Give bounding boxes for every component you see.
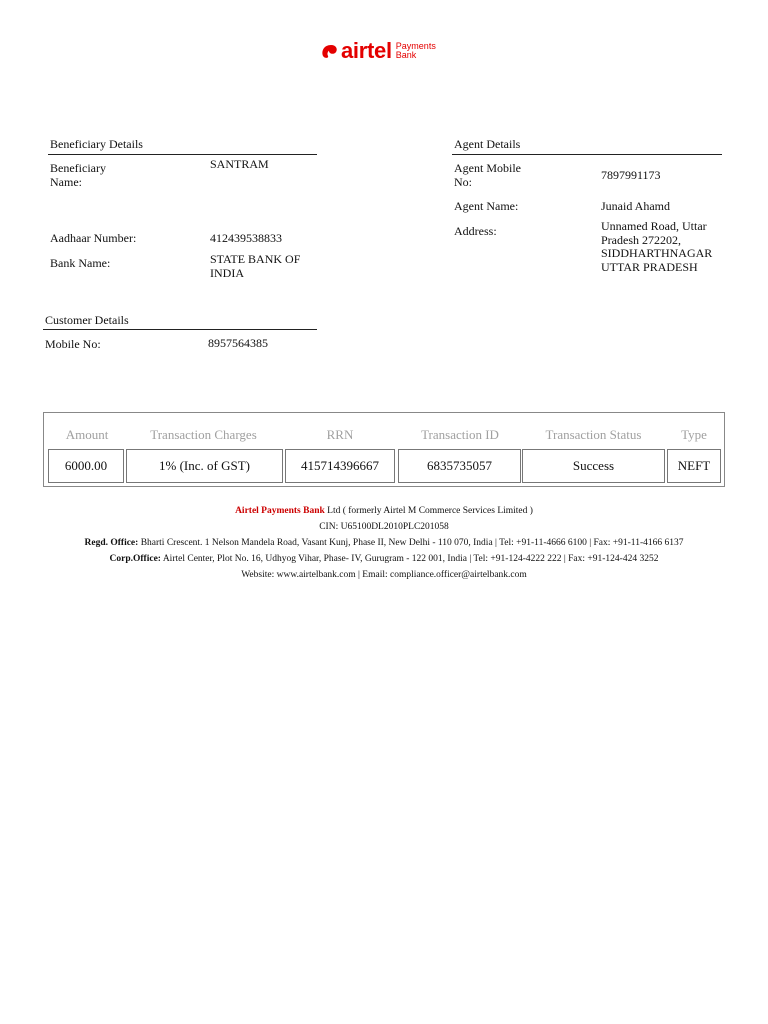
footer-company-rest: Ltd ( formerly Airtel M Commerce Services Limited )	[324, 506, 533, 516]
footer-corp-text: Airtel Center, Plot No. 16, Udhyog Vihar, Phase- IV, Gurugram - 122 001, India | Tel: +91-124-4222 222 | Fax: +91-124-424 3252	[160, 554, 659, 564]
beneficiary-name-label-line-1: Beneficiary	[50, 161, 106, 175]
beneficiary-name-value: SANTRAM	[210, 157, 269, 171]
agent-divider	[452, 154, 722, 155]
aadhaar-value: 412439538833	[210, 231, 282, 245]
address-line: Unnamed Road, Uttar	[601, 219, 707, 233]
header-rrn: RRN	[326, 427, 354, 442]
header-transaction-charges: Transaction Charges	[150, 427, 257, 442]
footer-regd-label: Regd. Office:	[84, 538, 139, 548]
beneficiary-divider	[48, 154, 317, 155]
agent-name-label: Agent Name:	[454, 199, 519, 213]
customer-mobile-value: 8957564385	[208, 336, 268, 350]
footer-website: Website: www.airtelbank.com | Email: compliance.officer@airtelbank.com	[241, 570, 527, 580]
customer-divider	[43, 329, 317, 330]
beneficiary-name-label	[50, 161, 106, 189]
header-transaction-status: Transaction Status	[545, 427, 642, 442]
customer-details-title: Customer Details	[45, 313, 129, 327]
footer-corp-label: Corp.Office:	[109, 554, 161, 564]
header-type: Type	[681, 427, 707, 442]
cell-transaction-charges: 1% (Inc. of GST)	[126, 449, 283, 483]
aadhaar-label: Aadhaar Number:	[50, 231, 137, 245]
footer-regd-office	[0, 535, 768, 551]
footer-cin: CIN: U65100DL2010PLC201058	[319, 522, 449, 532]
cell-transaction-id: 6835735057	[398, 449, 521, 483]
brand-name: airtel	[341, 38, 392, 63]
beneficiary-name-label-line-2: Name:	[50, 175, 82, 189]
header-amount: Amount	[65, 427, 109, 442]
bank-name-label: Bank Name:	[50, 256, 111, 270]
airtel-logo-icon	[320, 41, 340, 61]
footer-corp-office	[0, 551, 768, 567]
airtel-payments-bank-logo	[320, 38, 436, 64]
customer-mobile-label: Mobile No:	[45, 337, 101, 351]
agent-mobile-label	[454, 161, 521, 189]
cell-rrn: 415714396667	[285, 449, 395, 483]
footer	[0, 503, 768, 583]
agent-name-value: Junaid Ahamd	[601, 199, 670, 213]
address-line: UTTAR PRADESH	[601, 259, 698, 274]
address-line: Pradesh 272202,	[601, 232, 681, 247]
footer-regd-text: Bharti Crescent. 1 Nelson Mandela Road, Vasant Kunj, Phase II, New Delhi - 110 070, India | Tel: +91-11-4666 6100 | Fax: +91-11-4166 6137	[138, 538, 684, 548]
bank-name-line-1: STATE BANK OF	[210, 252, 301, 266]
beneficiary-details-title: Beneficiary Details	[50, 137, 143, 151]
transaction-table	[43, 412, 725, 487]
cell-transaction-status: Success	[522, 449, 665, 483]
bank-name-value	[210, 252, 300, 280]
cell-amount: 6000.00	[48, 449, 124, 483]
brand-subtitle	[396, 42, 436, 60]
brand-sub-1: Payments	[395, 41, 436, 51]
agent-mobile-value: 7897991173	[601, 168, 661, 182]
address-value	[601, 220, 712, 274]
address-line: SIDDHARTHNAGAR	[601, 246, 713, 260]
agent-mobile-label-line-1: Agent Mobile	[454, 161, 521, 175]
agent-mobile-label-line-2: No:	[454, 175, 472, 189]
header-transaction-id: Transaction ID	[421, 427, 499, 442]
brand-sub-2: Bank	[395, 50, 417, 60]
address-label: Address:	[454, 224, 497, 238]
cell-type: NEFT	[667, 449, 721, 483]
footer-company-name: Airtel Payments Bank	[235, 506, 325, 516]
agent-details-title: Agent Details	[454, 137, 521, 151]
footer-company-line	[0, 503, 768, 519]
bank-name-line-2: INDIA	[210, 266, 244, 280]
